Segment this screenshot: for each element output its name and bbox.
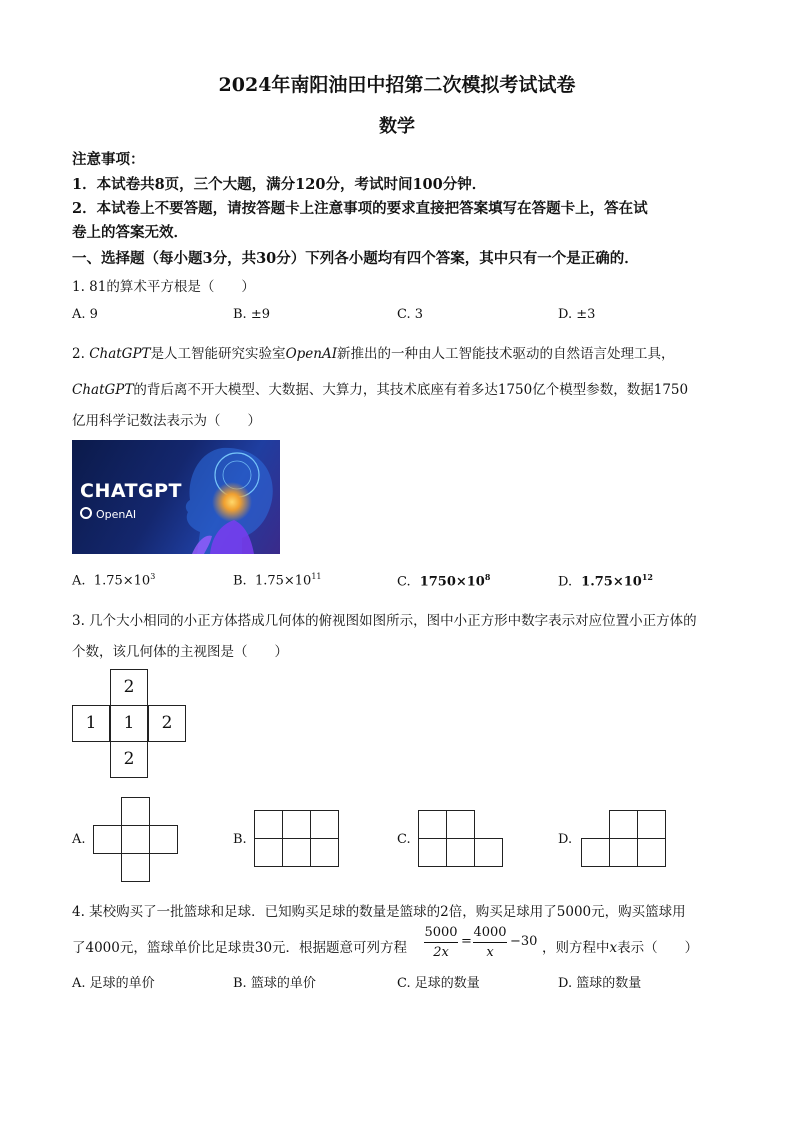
q1-option-c: C. 3 [397,307,424,322]
q1-stem: 1. 81的算术平方根是（ ） [72,279,255,295]
figure-square [121,853,150,882]
page-title: 2024年南阳油田中招第二次模拟考试试卷 [218,74,576,96]
figure-square [418,838,447,867]
q4-line-2a: 了4000元，篮球单价比足球贵30元．根据题意可列方程 [72,940,408,956]
q3-line-1: 3. 几个大小相同的小正方体搭成几何体的俯视图如图所示，图中小正方形中数字表示对应位置小正方体的 [72,613,697,629]
q2-chatgpt-term: ChatGPT [89,346,151,362]
top-view-cell: 2 [110,741,148,778]
q4-option-b: B. 篮球的单价 [233,976,316,991]
q3-option-b-label: B. [233,832,247,847]
figure-square [637,838,666,867]
section-1-heading: 一、选择题（每小题3分，共30分）下列各小题均有四个答案，其中只有一个是正确的． [72,250,639,267]
q2-line-3: 亿用科学记数法表示为（ ） [72,413,261,429]
figure-square [254,838,283,867]
q1-option-d: D. ±3 [558,307,596,322]
figure-square [609,838,638,867]
fraction-1-denominator: 2x [433,945,449,960]
figure-square [121,797,150,826]
chatgpt-image [72,440,280,554]
chatgpt-image-title: CHATGPT [80,480,183,502]
figure-square [637,810,666,839]
q2-line-2 [72,378,688,398]
q2-number: 2. [72,346,85,362]
q2-line2-b: 的背后离不开大模型、大数据、大算力，其技术底座有着多达1750亿个模型参数，数据1750 [133,382,689,398]
equals-sign: = [461,934,472,949]
figure-square [609,810,638,839]
fraction-2-bar [473,942,507,943]
q2-option-c: C. $1750\times 10^8$ [397,572,491,590]
top-view-cell: 1 [72,705,110,742]
notes-heading: 注意事项： [72,151,145,168]
notes-item-2-line2: 卷上的答案无效． [72,224,188,241]
subject-title: 数学 [379,116,415,137]
q2-chatgpt-term-2: ChatGPT [72,382,134,398]
figure-square [581,838,610,867]
fraction-2-numerator: 4000 [473,925,507,940]
top-view-cell: 1 [110,705,148,742]
q1-option-b: B. ±9 [233,307,270,322]
variable-x: x [609,940,618,956]
fraction-2-denominator: x [486,945,494,960]
q2-line1-b: 新推出的一种由人工智能技术驱动的自然语言处理工具， [337,346,675,362]
top-view-cell: 2 [148,705,186,742]
figure-square [310,838,339,867]
figure-square [282,838,311,867]
notes-item-1: 1．本试卷共8页，三个大题，满分120分，考试时间100分钟． [72,176,487,193]
q3-option-d-label: D. [558,832,573,847]
q2-line-1 [72,342,675,362]
figure-square [282,810,311,839]
q3-option-a-label: A. [72,832,86,847]
top-view-cell: 2 [110,669,148,706]
figure-square [121,825,150,854]
q3-option-c-label: C. [397,832,411,847]
fraction-1-bar [424,942,458,943]
q2-openai-term: OpenAI [285,346,338,362]
openai-logo-icon [80,507,92,519]
figure-square [149,825,178,854]
q2-option-b: B. $1.75\times 10^{11}$ [233,572,322,589]
chatgpt-image-subtitle: OpenAI [96,508,137,521]
figure-square [474,838,503,867]
figure-square [93,825,122,854]
minus-term: −30 [510,934,538,949]
q2-option-a: A. $1.75\times 10^3$ [72,572,156,589]
figure-square [446,810,475,839]
q4-option-d: D. 篮球的数量 [558,976,642,991]
q4-option-a: A. 足球的单价 [72,976,155,991]
figure-square [418,810,447,839]
figure-square [446,838,475,867]
q1-option-a: A. 9 [72,307,98,322]
fraction-1-numerator: 5000 [424,925,458,940]
q2-option-d: D. $1.75\times 10^{12}$ [558,572,653,590]
q4-line-1: 4. 某校购买了一批篮球和足球．已知购买足球的数量是篮球的2倍，购买足球用了5000元，购买篮球用 [72,904,686,920]
figure-square [254,810,283,839]
q4-line-2b: ，则方程中x表示（ ） [542,940,699,956]
notes-item-2-line1: 2．本试卷上不要答题，请按答题卡上注意事项的要求直接把答案填写在答题卡上，答在试 [72,200,648,217]
q3-line-2: 个数，该几何体的主视图是（ ） [72,644,288,660]
q2-line1-a: 是人工智能研究实验室 [150,346,286,362]
figure-square [310,810,339,839]
q4-option-c: C. 足球的数量 [397,976,480,991]
